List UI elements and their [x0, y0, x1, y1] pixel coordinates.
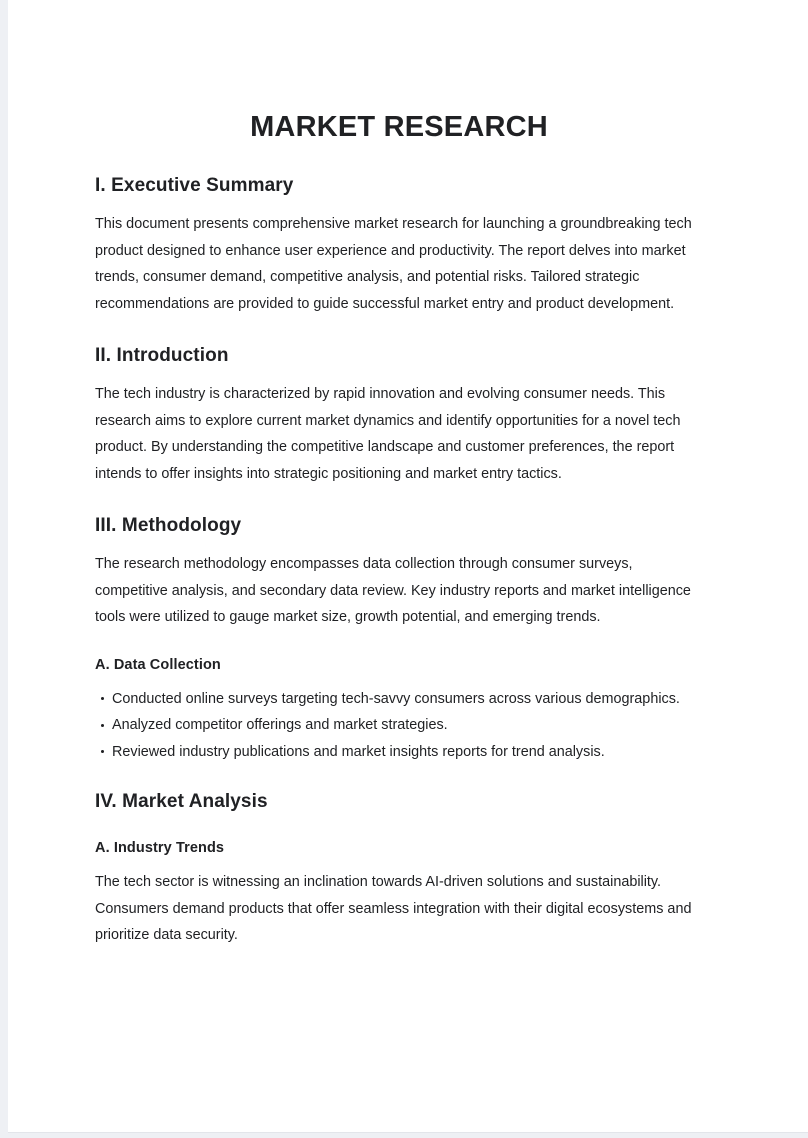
section-paragraph-methodology: The research methodology encompasses data collection through consumer surveys, competitive analysis, and secondary data review. Key industry reports and market intelligence tools were utilized to gauge market size, growth potential, and emerging trends. — [95, 556, 691, 625]
sub-heading-data-collection: A. Data Collection — [95, 656, 221, 673]
list-item: Analyzed competitor offerings and market strategies. — [95, 712, 703, 739]
spacer — [95, 144, 703, 175]
spacer — [95, 487, 703, 515]
section-paragraph-industry-trends: The tech sector is witnessing an inclination towards AI-driven solutions and sustainability. Consumers demand products that offer seamless integration with their digital ecosystems and prioritize data security. — [95, 874, 692, 943]
spacer — [95, 813, 703, 840]
document-content — [95, 0, 703, 949]
section-paragraph-executive-summary: This document presents comprehensive market research for launching a groundbreaking tech product designed to enhance user experience and productivity. The report delves into market trends, consumer demand, competitive analysis, and potential risks. Tailored strategic recommendations are provided to guide successful market entry and product development. — [95, 216, 692, 312]
spacer — [95, 673, 703, 686]
list-item: Reviewed industry publications and market insights reports for trend analysis. — [95, 739, 703, 766]
spacer — [95, 537, 703, 551]
section-heading-executive-summary: I. Executive Summary — [95, 175, 294, 196]
spacer — [95, 197, 703, 211]
spacer — [95, 317, 703, 345]
document-page — [8, 0, 808, 1133]
section-paragraph-introduction: The tech industry is characterized by rapid innovation and evolving consumer needs. This research aims to explore current market dynamics and identify opportunities for a novel tech product. By understanding the competitive landscape and customer preferences, the report intends to offer insights into strategic positioning and market entry tactics. — [95, 386, 681, 482]
section-heading-methodology: III. Methodology — [95, 515, 242, 536]
spacer — [95, 765, 703, 791]
section-heading-introduction: II. Introduction — [95, 345, 229, 366]
spacer — [95, 856, 703, 869]
list-item: Conducted online surveys targeting tech-savvy consumers across various demographics. — [95, 686, 703, 713]
sub-heading-industry-trends: A. Industry Trends — [95, 840, 225, 856]
spacer — [95, 631, 703, 657]
spacer — [95, 367, 703, 381]
section-heading-market-analysis: IV. Market Analysis — [95, 791, 268, 812]
page-title: MARKET RESEARCH — [250, 111, 548, 143]
data-collection-bullet-list — [95, 686, 703, 766]
